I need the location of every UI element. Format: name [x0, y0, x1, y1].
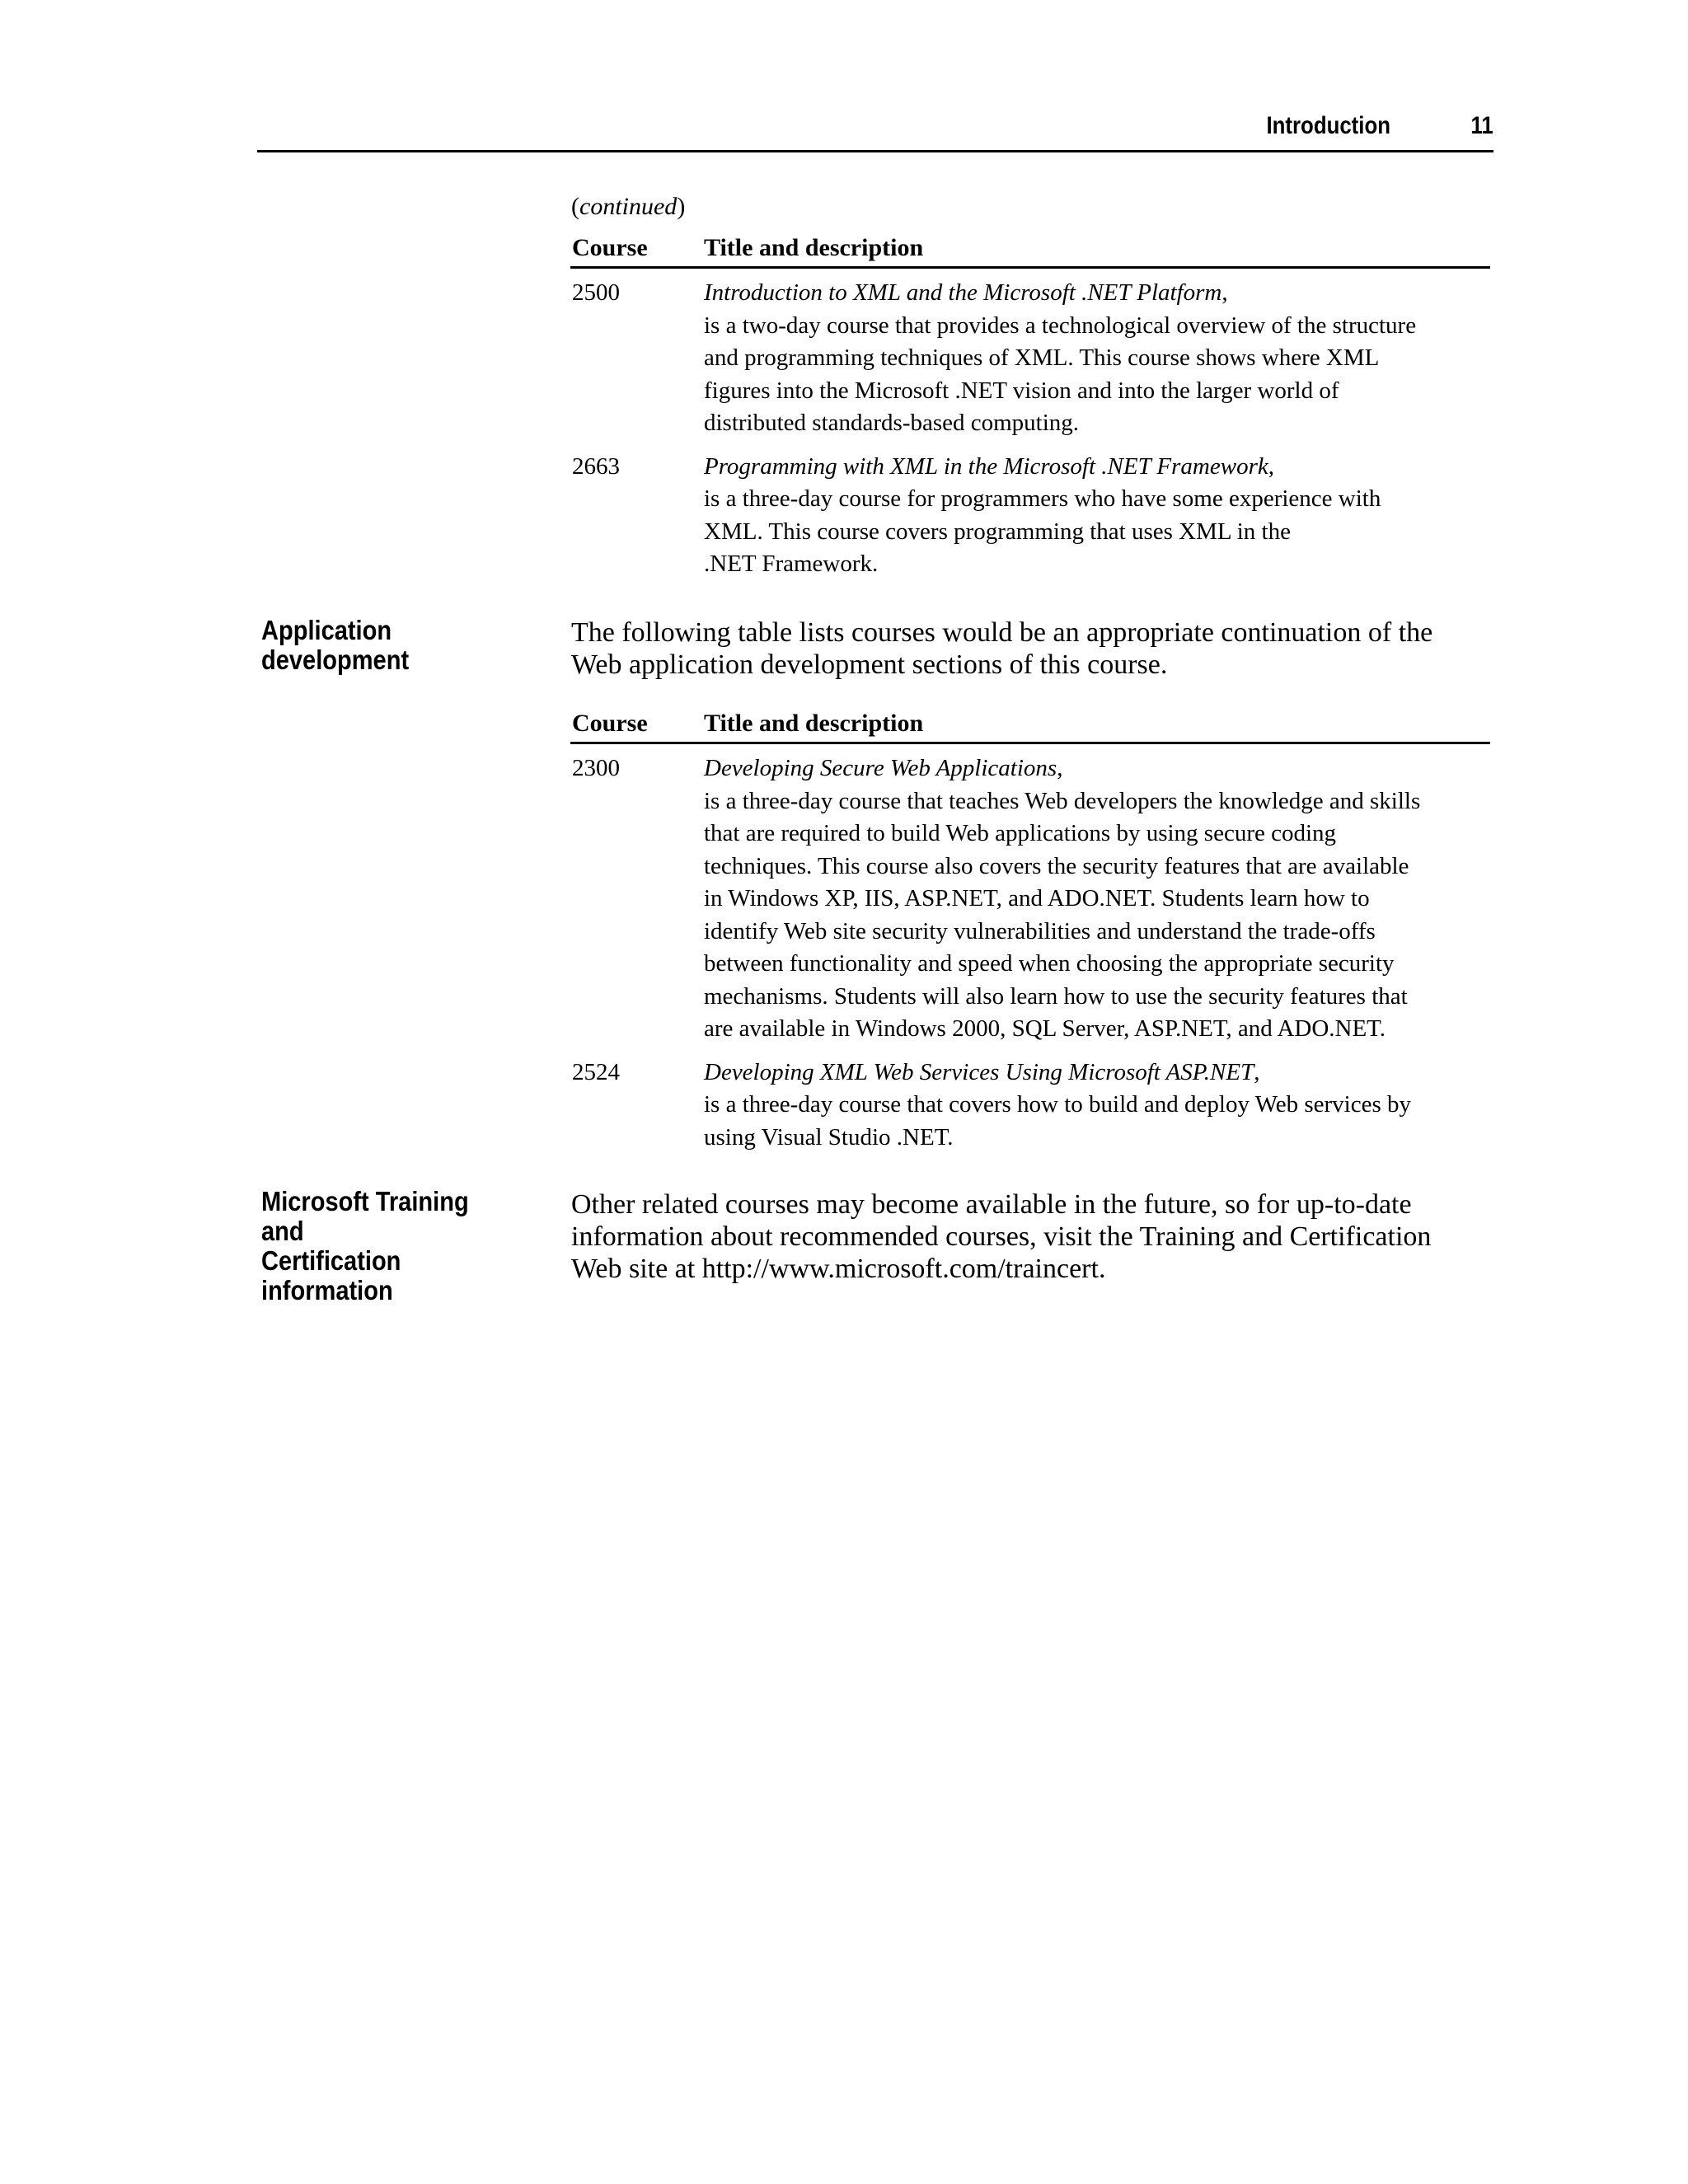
description-line: is a two-day course that provides a technological overview of the structure [704, 312, 1417, 339]
course-title-line [704, 752, 1490, 785]
description-line: figures into the Microsoft .NET vision and into the larger world of [704, 377, 1339, 404]
paragraph-line: Other related courses may become available in the future, so for up-to-date [571, 1189, 1412, 1220]
side-heading-application-development [261, 616, 515, 675]
description-line: and programming techniques of XML. This course shows where XML [704, 344, 1380, 371]
course-description [704, 752, 1490, 1046]
table-row [570, 451, 1490, 581]
course-title-suffix: , [1268, 452, 1274, 480]
continued-open-paren: ( [571, 193, 579, 220]
page-number: 11 [1470, 112, 1493, 139]
description-line: between functionality and speed when choosing the appropriate security [704, 950, 1395, 977]
running-header [257, 109, 1493, 152]
description-line: are available in Windows 2000, SQL Server, ASP.NET, and ADO.NET. [704, 1015, 1386, 1042]
description-line: in Windows XP, IIS, ASP.NET, and ADO.NET. Students learn how to [704, 885, 1370, 912]
description-line: is a three-day course that teaches Web developers the knowledge and skills [704, 787, 1421, 814]
course-title-line [704, 451, 1490, 484]
table-body [570, 269, 1490, 581]
table-row [570, 1057, 1490, 1155]
side-heading-line: Application [261, 615, 392, 645]
continued-word: continued [579, 193, 678, 220]
column-header-course: Course [572, 234, 648, 261]
description-line: is a three-day course for programmers who have some experience with [704, 485, 1381, 512]
paragraph-line: The following table lists courses would be an appropriate continuation of the [571, 617, 1433, 648]
paragraph-line: Web application development sections of this course. [571, 649, 1168, 680]
course-title-line [704, 1057, 1490, 1090]
column-header-title-description: Title and description [704, 234, 924, 261]
course-number: 2524 [572, 1058, 620, 1085]
paragraph-line: Web site at http://www.microsoft.com/traincert. [571, 1254, 1106, 1284]
course-title: Developing XML Web Services Using Microsoft ASP.NET [704, 1058, 1254, 1085]
table-header-row [570, 705, 1490, 744]
course-title: Developing Secure Web Applications [704, 755, 1057, 781]
description-line: that are required to build Web applications by using secure coding [704, 820, 1337, 846]
column-header-title-description: Title and description [704, 710, 924, 737]
course-title-suffix: , [1057, 755, 1063, 781]
table-header-row [570, 229, 1490, 269]
description-line: using Visual Studio .NET. [704, 1123, 954, 1151]
course-title-suffix: , [1254, 1058, 1260, 1085]
side-heading-training-certification [261, 1187, 515, 1305]
table-body [570, 744, 1490, 1154]
description-line: identify Web site security vulnerabilities and understand the trade-offs [704, 917, 1376, 944]
description-line: distributed standards-based computing. [704, 410, 1080, 436]
course-title-suffix: , [1221, 279, 1228, 306]
course-number: 2663 [572, 452, 620, 480]
course-title: Programming with XML in the Microsoft .NET Framework [704, 452, 1268, 480]
header-section-name: Introduction [1266, 112, 1390, 139]
description-line: mechanisms. Students will also learn how to use the security features that [704, 982, 1408, 1010]
side-heading-line: development [261, 644, 410, 675]
continued-close-paren: ) [677, 193, 686, 220]
side-heading-line: Microsoft Training and [261, 1186, 469, 1246]
course-description [704, 277, 1490, 440]
description-line: is a three-day course that covers how to build and deploy Web services by [704, 1091, 1412, 1118]
application-development-intro [571, 616, 1494, 681]
course-title: Introduction to XML and the Microsoft .NET Platform [704, 279, 1222, 306]
side-heading-line: Certification information [261, 1245, 401, 1305]
course-number: 2500 [572, 279, 620, 306]
course-table-xml [570, 229, 1490, 581]
course-title-line [704, 277, 1490, 310]
paragraph-line: information about recommended courses, visit the Training and Certification [571, 1221, 1432, 1252]
description-line: XML. This course covers programming that uses XML in the [704, 518, 1291, 545]
description-line: .NET Framework. [704, 551, 879, 577]
description-line: techniques. This course also covers the security features that are available [704, 852, 1409, 879]
column-header-course: Course [572, 710, 648, 737]
continued-note [571, 191, 685, 223]
training-certification-paragraph [571, 1188, 1494, 1285]
course-table-web [570, 705, 1490, 1154]
table-row [570, 277, 1490, 440]
table-row [570, 752, 1490, 1046]
course-description [704, 1057, 1490, 1155]
course-number: 2300 [572, 755, 620, 781]
course-description [704, 451, 1490, 581]
